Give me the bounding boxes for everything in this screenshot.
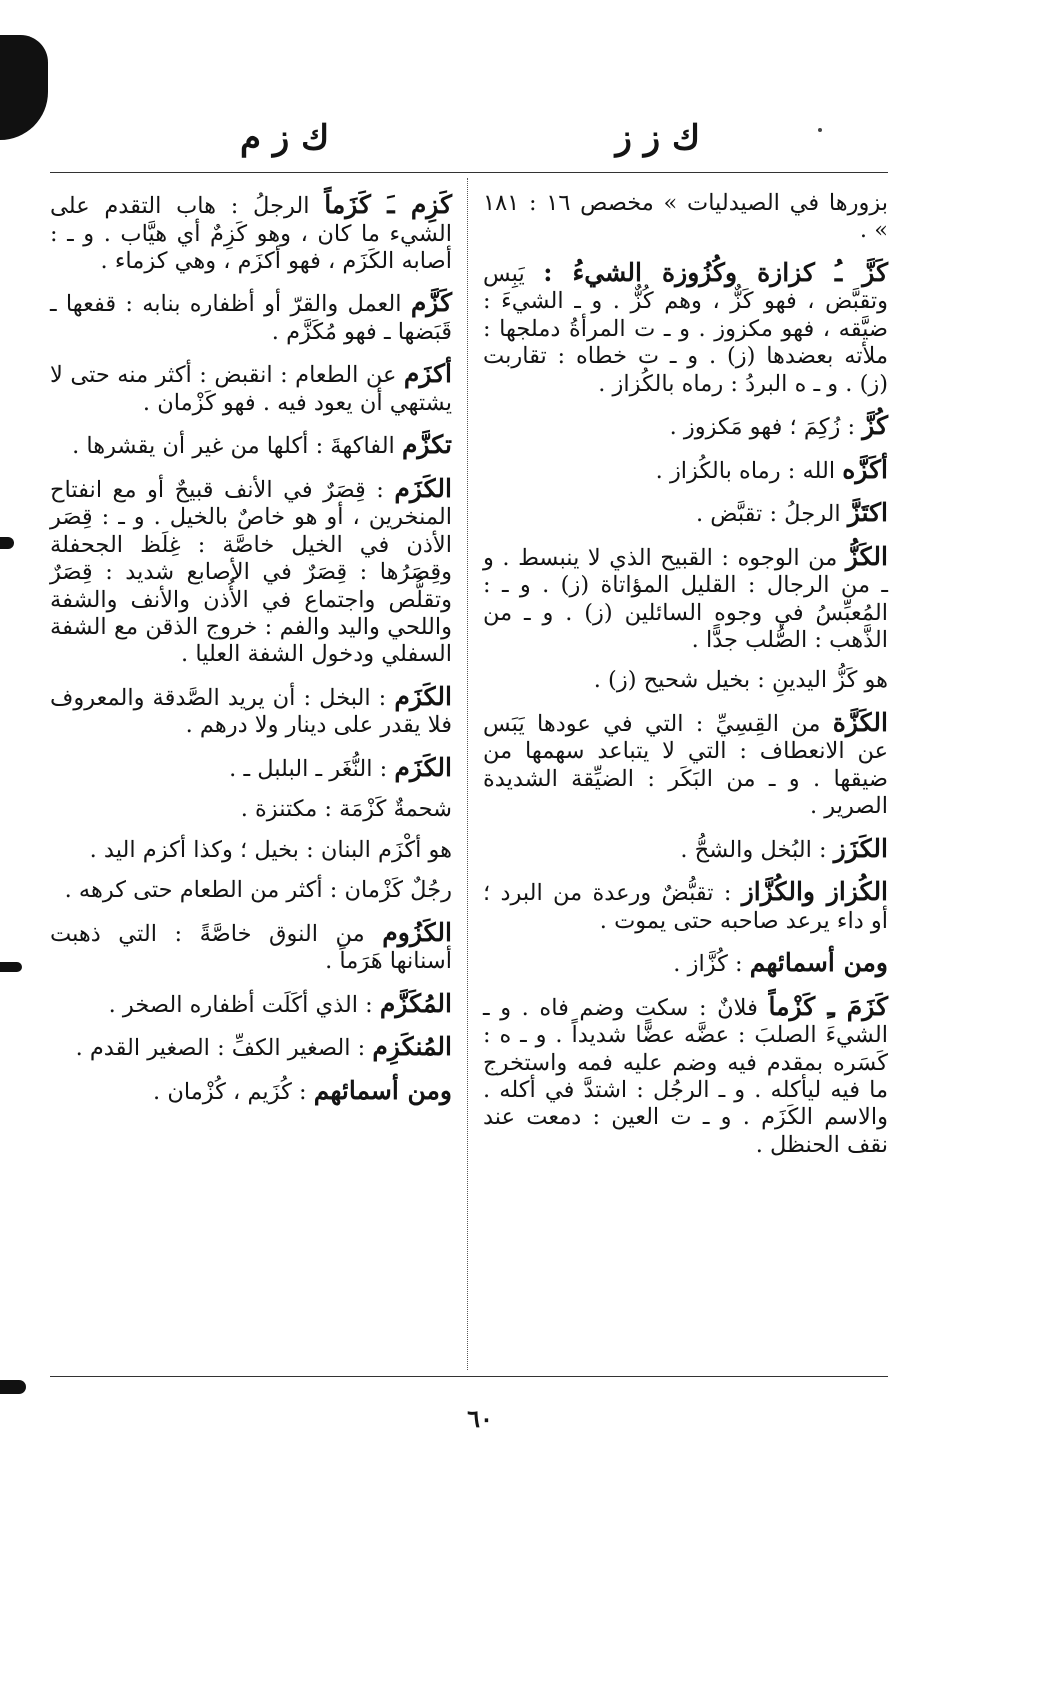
entry-headword: الكَزُوم [382, 917, 452, 947]
entry-definition: من الوجوه : القبيح الذي لا ينبسط . و ـ من الرجال : القليل المؤاتاة (ز) . و ـ : المُعبِّسُ في وجوه السائلين (ز) . و ـ من الذَّهب : الصُّلب جدًّا . [483, 544, 888, 653]
entry-headword: الكَزَم [394, 752, 452, 782]
entry-definition: : زُكِمَ ؛ فهو مَكزوز . [669, 414, 856, 441]
dictionary-entry [483, 542, 888, 655]
dictionary-entry [483, 455, 888, 486]
entry-headword: كَزَمَ ـِ كَزْماً [768, 991, 888, 1021]
entry-headword: الكَزَم [394, 473, 452, 503]
entry-definition: : النُّغَر ـ البلبل ـ . [229, 755, 388, 782]
entry-headword: كَزَّم [410, 288, 452, 318]
entry-definition: من القِسِيِّ : التي في عودها يَبَس عن الانعطاف : التي لا يتباعد سهمها من ضيقها . و ـ من البَكَر : الضيِّقة الشديدة الصرير . [483, 710, 888, 820]
dictionary-entry [50, 877, 452, 904]
dictionary-entry [483, 667, 888, 694]
dictionary-entry [50, 753, 452, 784]
dictionary-entry [50, 430, 452, 461]
entry-headword: أكزَم [403, 359, 452, 389]
entry-definition: هو كَزُّ اليدينِ : بخيل شحيح (ز) . [593, 667, 888, 694]
entry-headword: الكَزُّ [845, 541, 888, 571]
running-header-right: ك ز ز [615, 118, 700, 158]
entry-definition: يَبِس وتقبَّض ، فهو كَزٌّ ، وهم كُزٌّ . و ـ الشيءَ : ضيَّقه ، فهو مكزوز . و ـ ت المرأةُ دملجها : ملأته بعضدها (ز) . و ـ ت خطاه : تقاربت (ز) . و ـ ه البردُ : رماه بالكُزاز . [483, 260, 888, 397]
entry-headword: المُنكَزِم [372, 1032, 452, 1062]
entry-definition: : البخل : أن يريد الصَّدقة والمعروف فلا يقدر على دينار ولا درهم . [50, 684, 452, 739]
entry-definition: فلانٌ : سكت وضم فاه . و ـ الشيءَ الصلبَ : عضَّه عضًّا شديداً . و ـ ه : كَسَره بمقدم فيه وضم عليه فمه واستخرج ما فيه ليأكله . و ـ الرجُل : اشتدَّ في أكله . والاسم الكَزَم . و ـ ت العين : دمعت عند نقف الحنظل . [483, 994, 888, 1158]
dictionary-entry [483, 498, 888, 529]
scan-blot [0, 35, 48, 140]
entry-definition: الرجلُ : هاب التقدم على الشيء ما كان ، وهو كَزِمٌ أي هيَّاب . و ـ : أصابه الكَزَم ، فهو أكزَم ، وهي كزماء . [50, 193, 452, 274]
dictionary-entry [50, 1032, 452, 1063]
left-column [50, 190, 452, 1119]
dictionary-entry [50, 474, 452, 669]
right-column [483, 190, 888, 1172]
entry-definition: : كُزَيم ، كُزْمان . [153, 1078, 307, 1105]
entry-definition: : الصغير الكفِّ : الصغير القدم . [75, 1035, 366, 1062]
column-divider [467, 178, 468, 1370]
binding-mark [0, 962, 22, 972]
entry-definition: شحمةٌ كَزْمَة : مكتنزة . [240, 796, 452, 823]
dictionary-entry [50, 1076, 452, 1107]
running-header-left: ك ز م [240, 118, 330, 158]
entry-headword: الكَزَم [394, 681, 452, 711]
binding-mark [0, 1380, 26, 1394]
dictionary-entry [483, 411, 888, 442]
entry-headword: الكَزَّة [832, 707, 888, 737]
dictionary-entry [50, 682, 452, 740]
binding-mark [0, 537, 14, 549]
dictionary-entry [483, 877, 888, 935]
entry-definition: : قِصَرٌ في الأنف قبيحٌ أو مع انفتاح المنخرين ، أو هو خاصٌ بالخيل . و ـ : قِصَر الأذن في الخيل خاصَّة : غِلَظ الجحفلة وقِصَرُها : قِصَرٌ في الأصابع شديد : قِصَرٌ وتقلُّص واجتماع في الأُذن والأنف والشفة واللحي واليد والفم : خروج الذقن مع الشفة السفلي ودخول الشفة العليا . [50, 476, 452, 668]
entry-definition: من النوق خاصَّةً : التي ذهبت أسنانها هَرَماً . [50, 920, 452, 975]
entry-headword: كَزَّ ـُ كزازة وكُزُوزة الشيءُ : [543, 257, 888, 287]
entry-definition: الفاكهةَ : أكلها من غير أن يقشرها . [72, 433, 395, 460]
dictionary-entry [50, 989, 452, 1020]
entry-headword: الكَزَز [833, 833, 888, 863]
footer-rule [50, 1376, 888, 1377]
entry-definition: هو أكْزَم البنان : بخيل ؛ وكذا أكزم اليد . [89, 836, 452, 863]
entry-headword: اكتَزَّ [847, 498, 888, 528]
dictionary-entry [50, 837, 452, 864]
entry-definition: العمل والقرّ أو أظفاره بنابه : قفعها ـ قَبَضها ـ فهو مُكَزَّم . [50, 291, 452, 345]
dictionary-entry [483, 834, 888, 865]
entry-definition: الرجلُ : تقبَّض . [695, 501, 841, 528]
entry-definition: رجُلٌ كَزْمان : أكثر من الطعام حتى كرهه . [64, 877, 452, 904]
dictionary-entry [50, 288, 452, 346]
entry-definition: عن الطعام : انقبض : أكثر منه حتى لا يشتهي أن يعود فيه . فهو كَزْمان . [50, 362, 452, 416]
entry-definition: : كُزَّاز . [673, 951, 743, 978]
entry-headword: تكزَّم [401, 430, 452, 460]
entry-headword: كَزِم ـَ كَزَماً [324, 190, 452, 219]
dictionary-entry [483, 190, 888, 245]
dictionary-entry [483, 708, 888, 821]
page-number: ٦٠ [467, 1404, 493, 1433]
dictionary-entry [50, 796, 452, 823]
entry-headword: المُكَزَّم [379, 988, 452, 1018]
dictionary-entry [50, 918, 452, 976]
entry-definition: : تقبُّضٌ ورعدة من البرد ؛ أو داء يرعد صاحبه حتى يموت . [483, 880, 888, 934]
entry-headword: كُزَّ [862, 411, 888, 441]
dictionary-entry [483, 258, 888, 398]
entry-headword: الكُزاز والكُزَّاز [741, 877, 889, 907]
dictionary-entry [483, 948, 888, 979]
entry-definition: : الذي أكَلَت أظفاره الصخر . [108, 991, 373, 1018]
entry-definition: بزورها في الصيدليات » مخصص ١٦ : ١٨١ » . [483, 190, 888, 244]
entry-definition: الله : رماه بالكُزاز . [655, 457, 836, 484]
dictionary-entry [50, 359, 452, 417]
entry-headword: أكَزَّه [842, 454, 888, 484]
entry-definition: : البُخل والشحُّ . [680, 836, 827, 863]
header-rule [50, 172, 888, 173]
dictionary-entry [50, 190, 452, 275]
dictionary-entry [483, 992, 888, 1160]
speck [818, 128, 822, 132]
entry-headword: ومن أسمائهم [749, 948, 888, 978]
entry-headword: ومن أسمائهم [313, 1075, 452, 1105]
